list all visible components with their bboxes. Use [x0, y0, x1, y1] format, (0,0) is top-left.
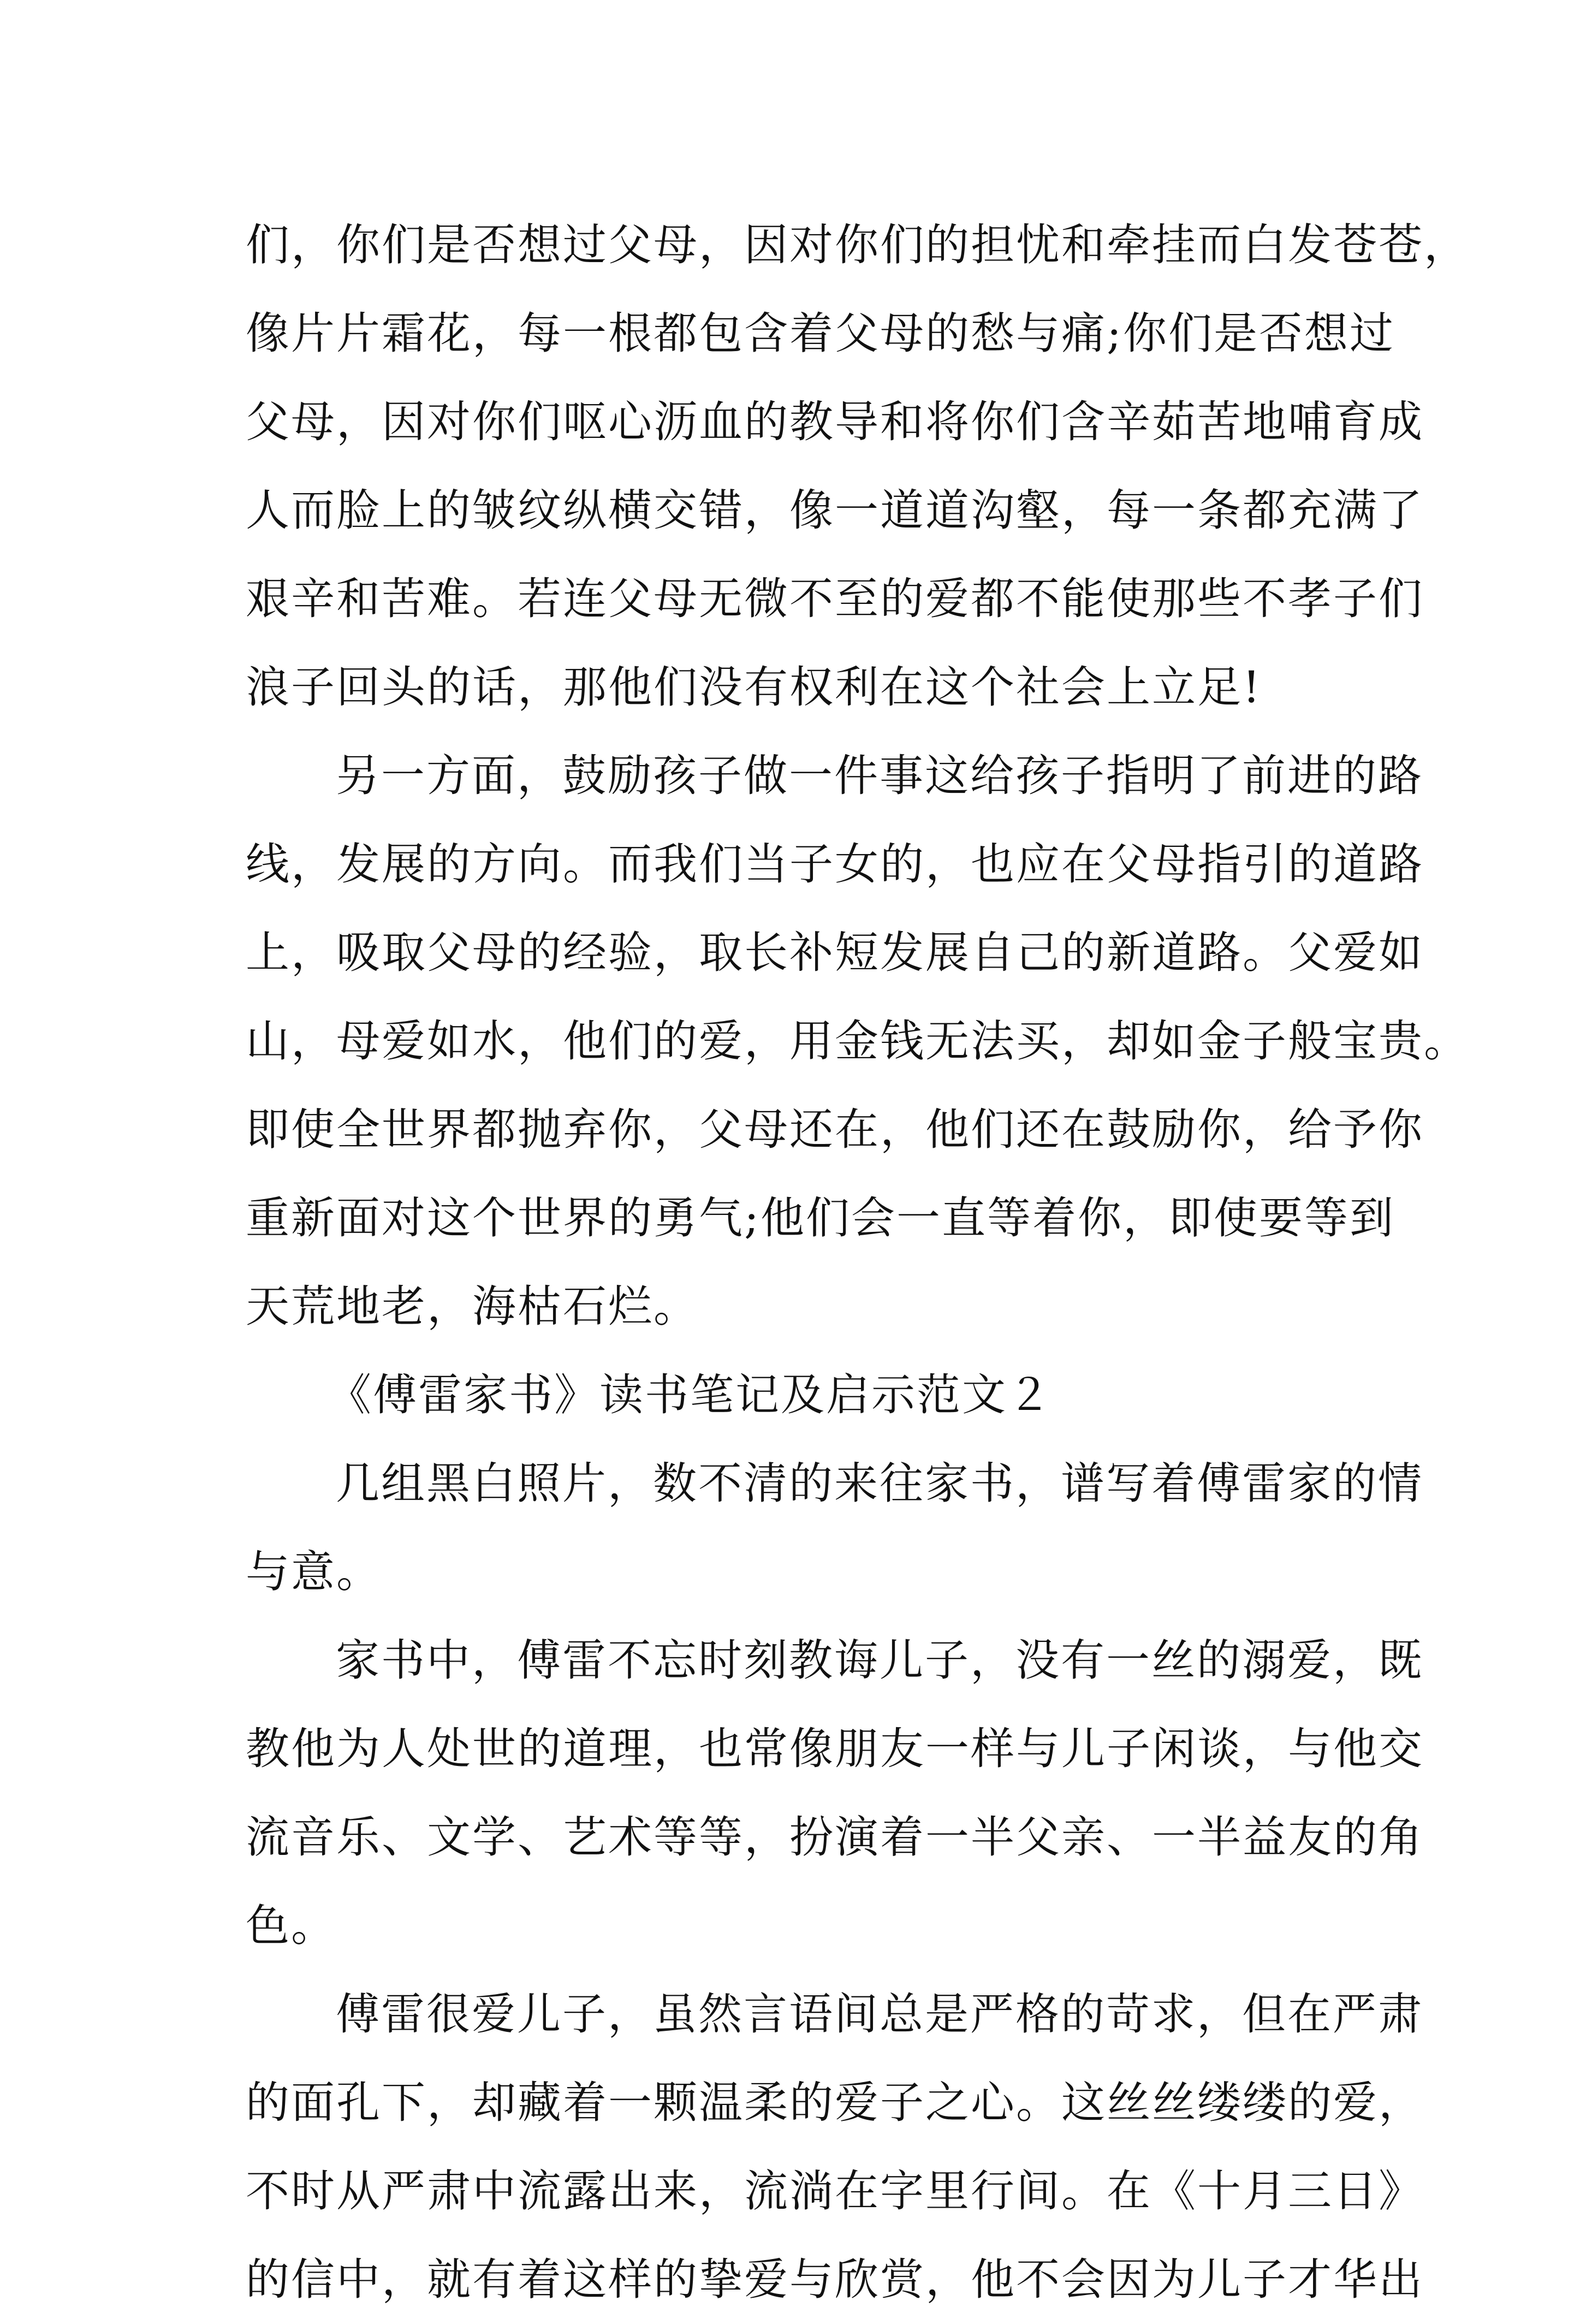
text-line: 色。	[246, 1900, 336, 1951]
text-line: 流音乐、文学、艺术等等，扮演着一半父亲、一半益友的角	[246, 1812, 1424, 1863]
text-line: 人而脸上的皱纹纵横交错，像一道道沟壑，每一条都充满了	[246, 485, 1424, 536]
text-line: 浪子回头的话，那他们没有权利在这个社会上立足!	[246, 662, 1262, 713]
text-line: 上，吸取父母的经验，取长补短发展自己的新道路。父爱如	[246, 927, 1424, 978]
paragraph-start-line: 傅雷很爱儿子，虽然言语间总是严格的苛求，但在严肃	[336, 1989, 1423, 2040]
text-line: 像片片霜花，每一根都包含着父母的愁与痛;你们是否想过	[246, 308, 1395, 359]
text-line: 重新面对这个世界的勇气;他们会一直等着你，即使要等到	[246, 1193, 1395, 1243]
paragraph-start-line: 家书中，傅雷不忘时刻教诲儿子，没有一丝的溺爱，既	[336, 1635, 1423, 1686]
text-line: 父母，因对你们呕心沥血的教导和将你们含辛茹苦地哺育成	[246, 396, 1424, 447]
text-line: 们，你们是否想过父母，因对你们的担忧和牵挂而白发苍苍，	[246, 220, 1469, 270]
text-line: 即使全世界都抛弃你，父母还在，他们还在鼓励你，给予你	[246, 1104, 1424, 1155]
text-line: 艰辛和苦难。若连父母无微不至的爱都不能使那些不孝子们	[246, 573, 1424, 624]
text-line: 线，发展的方向。而我们当子女的，也应在父母指引的道路	[246, 839, 1424, 890]
text-line: 山，母爱如水，他们的爱，用金钱无法买，却如金子般宝贵。	[246, 1016, 1469, 1066]
text-line: 的面孔下，却藏着一颗温柔的爱子之心。这丝丝缕缕的爱，	[246, 2077, 1424, 2128]
text-line: 教他为人处世的道理，也常像朋友一样与儿子闲谈，与他交	[246, 1723, 1424, 1774]
text-line: 与意。	[246, 1546, 382, 1597]
section-heading: 《傅雷家书》读书笔记及启示范文２	[328, 1370, 1053, 1420]
text-line: 的信中，就有着这样的挚爱与欣赏，他不会因为儿子才华出	[246, 2254, 1424, 2305]
paragraph-start-line: 几组黑白照片，数不清的来往家书，谱写着傅雷家的情	[336, 1458, 1423, 1509]
text-line: 不时从严肃中流露出来，流淌在字里行间。在《十月三日》	[246, 2166, 1424, 2216]
paragraph-start-line: 另一方面，鼓励孩子做一件事这给孩子指明了前进的路	[336, 750, 1423, 801]
text-line: 天荒地老，海枯石烂。	[246, 1281, 699, 1332]
document-body	[246, 201, 1469, 2324]
